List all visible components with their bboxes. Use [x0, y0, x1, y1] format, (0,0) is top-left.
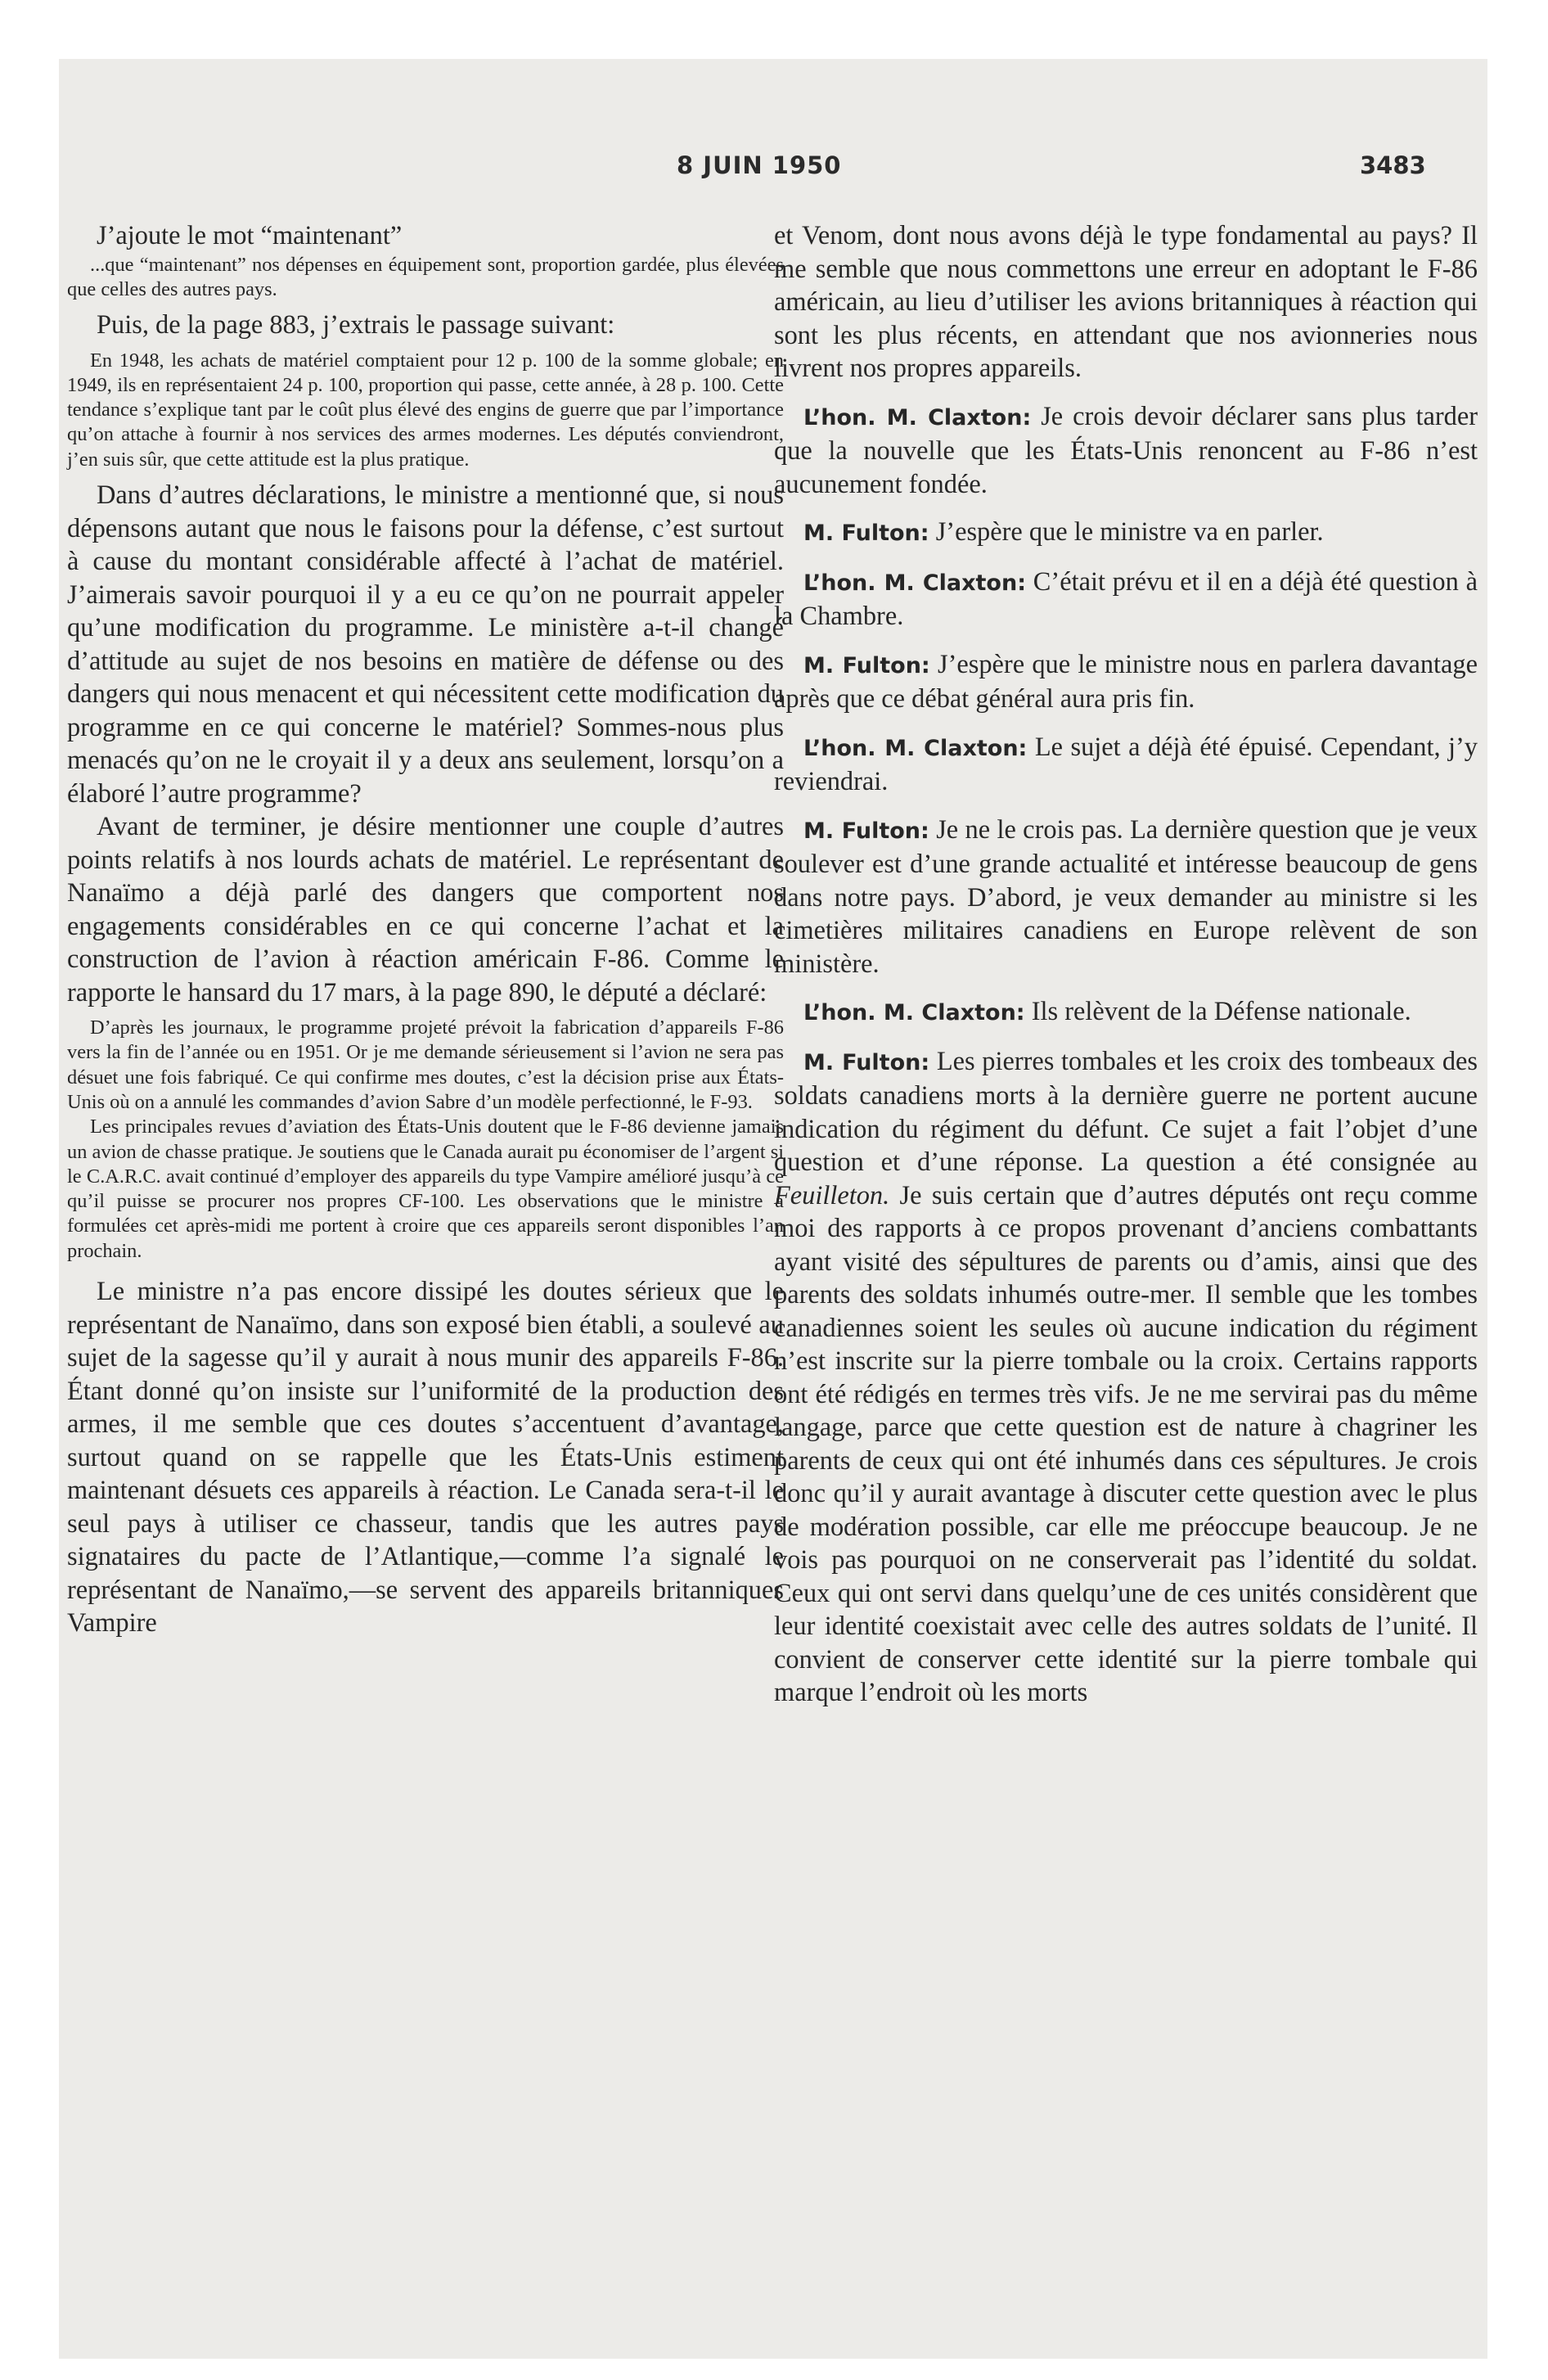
block-quote: D’après les journaux, le programme projeté prévoit la fabrication d’appareils F-86 vers la fin de l’année ou en 1951. Or je me demande sérieusement si l’avion ne sera pas désuet une fois fabriqué. Ce qui confirme mes doutes, c’est la décision prise aux États-Unis où on a annulé les commandes d’avion Sabre d’un modèle perfectionné, le F-93.: [67, 1016, 784, 1113]
speech-text: C’était prévu et il en a déjà été question à la Chambre.: [774, 566, 1478, 631]
speech-text: Les pierres tombales et les croix des tombeaux des soldats canadiens morts à la dernière guerre ne portent aucune indication du régiment du défunt. Ce sujet a fait l’objet d’une question et d’une réponse. La question a été consignée au: [774, 1046, 1478, 1177]
speaker-name: M. Fulton:: [803, 818, 929, 844]
paragraph: et Venom, dont nous avons déjà le type fondamental au pays? Il me semble que nous commettons une erreur en adoptant le F-86 américain, au lieu d’utiliser les avions britanniques à réaction qui sont les plus récents, en attendant que nos avionneries nous livrent nos propres appareils.: [774, 221, 1478, 383]
speech-text: Ils relèvent de la Défense nationale.: [1031, 997, 1411, 1026]
page-header: [59, 151, 1487, 192]
speech: [774, 516, 1478, 551]
speech: [774, 566, 1478, 633]
speaker-name: L’hon. M. Claxton:: [803, 735, 1028, 761]
speech-text: Je ne le crois pas. La dernière question que je veux soulever est d’une grande actualité et intéresse beaucoup de gens dans notre pays. D’abord, je veux demander au ministre si les cimetières militaires canadiens en Europe relèvent de son ministère.: [774, 814, 1478, 979]
speech-text: J’espère que le ministre va en parler.: [935, 517, 1324, 547]
speech-text: J’espère que le ministre nous en parlera davantage après que ce débat général aura pris fin.: [774, 649, 1478, 714]
paragraph: Avant de terminer, je désire mentionner une couple d’autres points relatifs à nos lourds achats de matériel. Le représentant de Nanaïmo a déjà parlé des dangers que comportent nos engagements considérables en ce qui concerne l’achat et la construction de l’avion à réaction américain F-86. Comme le rapporte le hansard du 17 mars, à la page 890, le député a déclaré:: [67, 812, 784, 1007]
speaker-name: L’hon. M. Claxton:: [803, 570, 1026, 596]
paragraph: J’ajoute le mot “maintenant”: [97, 221, 403, 250]
italic-title: Feuilleton.: [774, 1180, 890, 1210]
paragraph: Dans d’autres déclarations, le ministre a mentionné que, si nous dépensons autant que nous le faisons pour la défense, c’est surtout à cause du montant considérable affecté à l’achat de matériel. J’aimerais savoir pourquoi il y a eu ce qu’on ne pourrait appeler qu’une modification du programme. Le ministère a-t-il changé d’attitude au sujet de nos besoins en matière de défense ou des dangers qui nous menacent et qui nécessitent cette modification du programme en ce qui concerne le matériel? Sommes-nous plus menacés qu’on ne le croyait il y a deux ans seulement, lorsqu’on a élaboré l’autre programme?: [67, 480, 784, 809]
block-quote: En 1948, les achats de matériel comptaient pour 12 p. 100 de la somme globale; en 1949, ils en représentaient 24 p. 100, proportion qui passe, cette année, à 28 p. 100. Cette tendance s’explique tant par le coût plus élevé des engins de guerre que par l’importance qu’on attache à fournir à nos services des armes modernes. Les députés conviendront, j’en suis sûr, que cette attitude est la plus pratique.: [67, 349, 784, 471]
speaker-name: M. Fulton:: [803, 652, 930, 678]
speech: [774, 1045, 1478, 1710]
speaker-name: M. Fulton:: [803, 1049, 930, 1075]
speech-text: Le sujet a déjà été épuisé. Cependant, j’y reviendrai.: [774, 732, 1478, 796]
paragraph: Puis, de la page 883, j’extrais le passage suivant:: [97, 310, 615, 340]
right-column: [774, 219, 1478, 1710]
page-number: 3483: [1360, 151, 1426, 179]
paragraph: Le ministre n’a pas encore dissipé les doutes sérieux que le représentant de Nanaïmo, dans son exposé bien établi, a soulevé au sujet de la sagesse qu’il y aurait à nous munir des appareils F-86. Étant donné qu’on insiste sur l’uniformité de la production des armes, il me semble que ces doutes s’accentuent d’avantage, surtout quand on se rappelle que les États-Unis estiment maintenant désuets ces appareils à réaction. Le Canada sera-t-il le seul pays à utiliser ce chasseur, tandis que les autres pays signataires du pacte de l’Atlantique,—comme l’a signalé le représentant de Nanaïmo,—se servent des appareils britanniques Vampire: [67, 1277, 784, 1639]
block-quote: ...que “maintenant” nos dépenses en équipement sont, proportion gardée, plus élevées que celles des autres pays.: [67, 253, 784, 300]
speech-text: Je crois devoir déclarer sans plus tarder que la nouvelle que les États-Unis renoncent au F-86 n’est aucunement fondée.: [774, 401, 1478, 499]
page-date: 8 JUIN 1950: [677, 151, 842, 179]
speech: [774, 648, 1478, 716]
speech: [774, 731, 1478, 799]
speech: [774, 400, 1478, 502]
speaker-name: M. Fulton:: [803, 521, 929, 546]
speaker-name: L’hon. M. Claxton:: [803, 404, 1032, 430]
left-column: [67, 219, 784, 1640]
speaker-name: L’hon. M. Claxton:: [803, 1000, 1025, 1025]
speech: [774, 814, 1478, 981]
speech-text: Je suis certain que d’autres députés ont reçu comme moi des rapports à ce propos provenant d’anciens combattants ayant visité des sépultures de parents ou d’amis, ainsi que des parents des soldats inhumés outre-mer. Il semble que les tombes canadiennes soient les seules où aucune indication du régiment n’est inscrite sur la pierre tombale ou la croix. Certains rapports ont été rédigés en termes très vifs. Je ne me servirai pas du même langage, parce que cette question est de nature à chagriner les parents de ceux qui ont été inhumés dans ces sépultures. Je crois donc qu’il y aurait avantage à discuter cette question avec le plus de modération possible, car elle me préoccupe beaucoup. Je ne vois pas pourquoi on ne conserverait pas l’identité du soldat. Ceux qui ont servi dans quelqu’une de ces unités considèrent que leur identité coexistait avec celle des autres soldats de l’unité. Il convient de conserver cette identité sur la pierre tombale qui marque l’endroit où les morts: [774, 1180, 1478, 1707]
speech: [774, 995, 1478, 1030]
block-quote: Les principales revues d’aviation des États-Unis doutent que le F-86 devienne jamais un avion de chasse pratique. Je soutiens que le Canada aurait pu économiser de l’argent si le C.A.R.C. avait continué d’employer des appareils du type Vampire amélioré jusqu’à ce qu’il puisse se procurer nos propres CF-100. Les observations que le ministre a formulées cet après-midi me portent à croire que ces appareils seront disponibles l’an prochain.: [67, 1116, 784, 1262]
